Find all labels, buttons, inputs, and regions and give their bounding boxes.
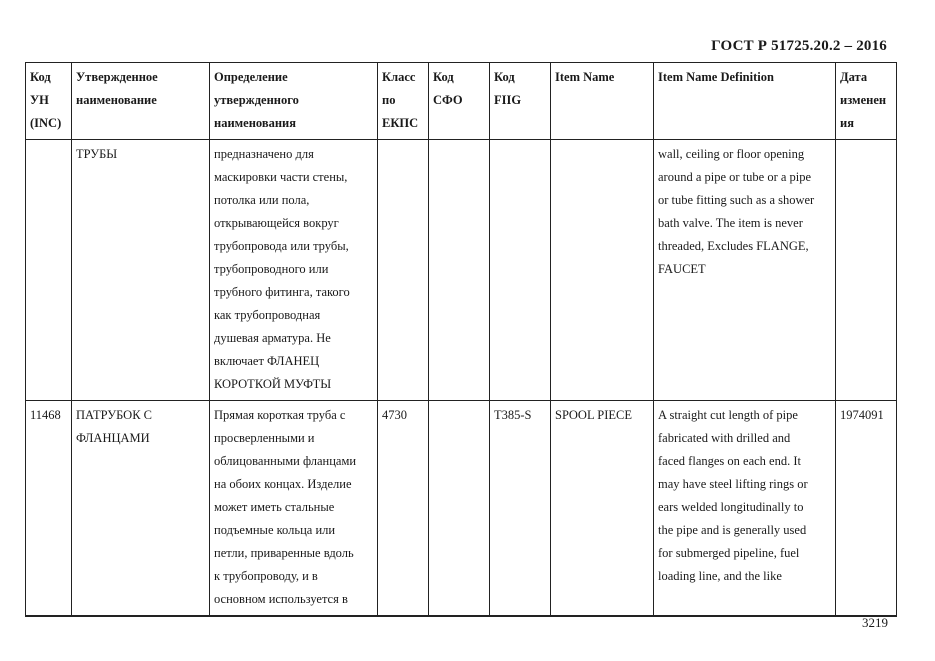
column-header-definition: Определение утвержденного наименования xyxy=(210,63,378,140)
table-row xyxy=(26,140,897,401)
cell-item-name xyxy=(551,140,654,401)
catalog-table xyxy=(25,62,897,617)
document-standard-title: ГОСТ Р 51725.20.2 – 2016 xyxy=(711,38,887,54)
cell-fiig: T385-S xyxy=(490,401,551,617)
column-header-approved-name: Утвержденное наименование xyxy=(72,63,210,140)
cell-item-name-definition: wall, ceiling or floor opening around a pipe or tube or a pipe or tube fitting such as a shower bath valve. The item is never threaded, Excludes FLANGE, FAUCET xyxy=(654,140,836,401)
cell-approved-name: ТРУБЫ xyxy=(72,140,210,401)
cell-inc: 11468 xyxy=(26,401,72,617)
cell-inc xyxy=(26,140,72,401)
cell-item-name-definition: A straight cut length of pipe fabricated with drilled and faced flanges on each end. It may have steel lifting rings or ears welded longitudinally to the pipe and is generally used for submerged pipeline, fuel loading line, and the like xyxy=(654,401,836,617)
cell-item-name: SPOOL PIECE xyxy=(551,401,654,617)
column-header-item-name: Item Name xyxy=(551,63,654,140)
cell-date xyxy=(836,140,897,401)
column-header-date: Дата изменен ия xyxy=(836,63,897,140)
column-header-inc: Код УН (INC) xyxy=(26,63,72,140)
cell-class: 4730 xyxy=(378,401,429,617)
page-number: 3219 xyxy=(862,615,888,630)
table-header-row xyxy=(26,63,897,140)
cell-definition: предназначено для маскировки части стены, потолка или пола, открывающейся вокруг трубопровода или трубы, трубопроводного или трубного фитинга, такого как трубопроводная душевая арматура. Не включает ФЛАНЕЦ КОРОТКОЙ МУФТЫ xyxy=(210,140,378,401)
cell-class xyxy=(378,140,429,401)
table-row xyxy=(26,401,897,617)
cell-sfo xyxy=(429,140,490,401)
cell-sfo xyxy=(429,401,490,617)
cell-definition: Прямая короткая труба с просверленными и облицованными фланцами на обоих концах. Изделие может иметь стальные подъемные кольца или петли, приваренные вдоль к трубопроводу, и в основном используется в xyxy=(210,401,378,617)
column-header-fiig: Код FIIG xyxy=(490,63,551,140)
cell-date: 1974091 xyxy=(836,401,897,617)
cell-approved-name: ПАТРУБОК С ФЛАНЦАМИ xyxy=(72,401,210,617)
column-header-item-name-definition: Item Name Definition xyxy=(654,63,836,140)
column-header-class: Класс по ЕКПС xyxy=(378,63,429,140)
cell-fiig xyxy=(490,140,551,401)
column-header-sfo: Код СФО xyxy=(429,63,490,140)
